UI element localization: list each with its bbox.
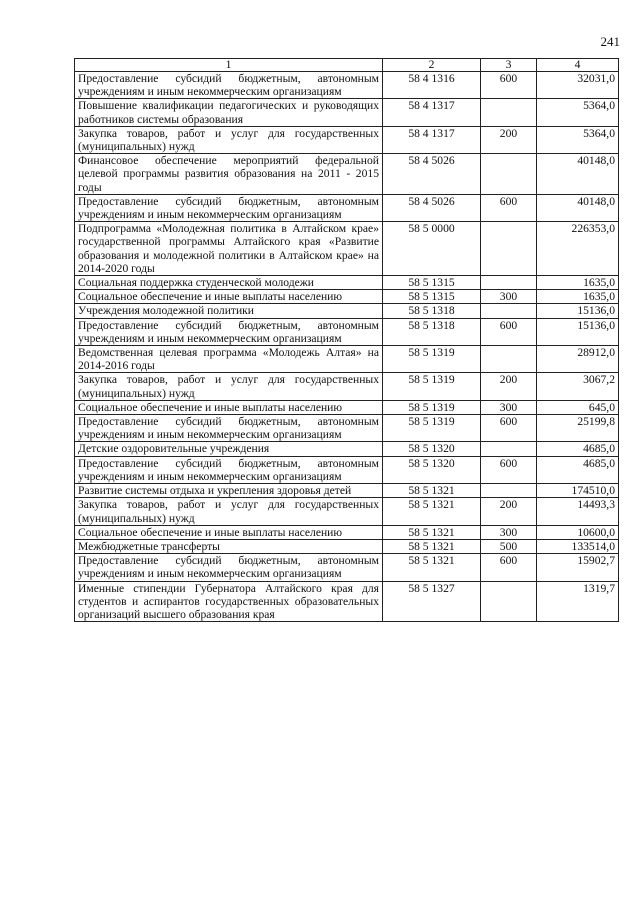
row-code-cell: 58 5 1319 [383,415,481,442]
row-code-cell: 58 4 5026 [383,194,481,221]
row-name-cell: Подпрограмма «Молодежная политика в Алтайском крае» государственной программы Алтайского края «Развитие образования и молодежной политики в Алтайском крае» на 2014-2020 годы [75,222,383,276]
table-row [75,276,619,290]
row-amount-cell: 15136,0 [537,304,619,318]
row-type-cell [481,304,537,318]
table-row [75,290,619,304]
row-name-cell: Повышение квалификации педагогических и руководящих работников системы образования [75,99,383,126]
row-type-cell: 600 [481,456,537,483]
row-amount-cell: 5364,0 [537,99,619,126]
row-code-cell: 58 5 1321 [383,498,481,525]
row-amount-cell: 4685,0 [537,442,619,456]
row-amount-cell: 1319,7 [537,581,619,622]
row-amount-cell: 40148,0 [537,194,619,221]
row-amount-cell: 10600,0 [537,525,619,539]
table-row [75,456,619,483]
row-amount-cell: 133514,0 [537,539,619,553]
row-type-cell [481,222,537,276]
table-row [75,373,619,400]
table-row [75,318,619,345]
row-amount-cell: 5364,0 [537,126,619,153]
row-type-cell: 600 [481,72,537,99]
budget-table [74,58,619,622]
row-code-cell: 58 5 1315 [383,290,481,304]
table-row [75,525,619,539]
table-row [75,415,619,442]
row-code-cell: 58 4 5026 [383,154,481,195]
table-row [75,539,619,553]
row-amount-cell: 4685,0 [537,456,619,483]
row-amount-cell: 28912,0 [537,346,619,373]
row-code-cell: 58 4 1317 [383,99,481,126]
row-code-cell: 58 5 1320 [383,442,481,456]
row-amount-cell: 15136,0 [537,318,619,345]
row-name-cell: Предоставление субсидий бюджетным, автономным учреждениям и иным некоммерческим организациям [75,318,383,345]
table-row [75,581,619,622]
row-code-cell: 58 5 1321 [383,554,481,581]
row-name-cell: Предоставление субсидий бюджетным, автономным учреждениям и иным некоммерческим организациям [75,415,383,442]
row-amount-cell: 226353,0 [537,222,619,276]
row-amount-cell: 40148,0 [537,154,619,195]
row-amount-cell: 1635,0 [537,290,619,304]
row-name-cell: Развитие системы отдыха и укрепления здоровья детей [75,484,383,498]
row-type-cell: 600 [481,415,537,442]
row-code-cell: 58 5 1319 [383,346,481,373]
row-name-cell: Предоставление субсидий бюджетным, автономным учреждениям и иным некоммерческим организациям [75,456,383,483]
row-name-cell: Закупка товаров, работ и услуг для государственных (муниципальных) нужд [75,498,383,525]
row-code-cell: 58 5 1319 [383,400,481,414]
table-row [75,442,619,456]
table-row [75,99,619,126]
row-name-cell: Закупка товаров, работ и услуг для государственных (муниципальных) нужд [75,126,383,153]
row-type-cell: 200 [481,126,537,153]
row-name-cell: Детские оздоровительные учреждения [75,442,383,456]
row-name-cell: Финансовое обеспечение мероприятий федеральной целевой программы развития образования на 2011 - 2015 годы [75,154,383,195]
table-header-row [75,59,619,72]
row-amount-cell: 645,0 [537,400,619,414]
row-amount-cell: 1635,0 [537,276,619,290]
row-code-cell: 58 5 1327 [383,581,481,622]
row-type-cell: 600 [481,318,537,345]
row-name-cell: Социальное обеспечение и иные выплаты населению [75,525,383,539]
row-code-cell: 58 5 1321 [383,539,481,553]
row-type-cell [481,154,537,195]
row-type-cell: 600 [481,554,537,581]
column-header-type: 3 [481,59,537,72]
row-type-cell [481,99,537,126]
row-code-cell: 58 5 1318 [383,304,481,318]
row-type-cell [481,484,537,498]
row-code-cell: 58 5 1321 [383,484,481,498]
row-type-cell: 600 [481,194,537,221]
row-code-cell: 58 4 1316 [383,72,481,99]
column-header-code: 2 [383,59,481,72]
row-amount-cell: 174510,0 [537,484,619,498]
row-code-cell: 58 5 1320 [383,456,481,483]
row-name-cell: Предоставление субсидий бюджетным, автономным учреждениям и иным некоммерческим организациям [75,194,383,221]
row-type-cell [481,346,537,373]
row-amount-cell: 32031,0 [537,72,619,99]
table-row [75,400,619,414]
page-number: 241 [600,34,620,49]
row-amount-cell: 15902,7 [537,554,619,581]
column-header-name: 1 [75,59,383,72]
row-code-cell: 58 5 1319 [383,373,481,400]
row-code-cell: 58 4 1317 [383,126,481,153]
row-name-cell: Социальное обеспечение и иные выплаты населению [75,400,383,414]
row-name-cell: Закупка товаров, работ и услуг для государственных (муниципальных) нужд [75,373,383,400]
row-amount-cell: 3067,2 [537,373,619,400]
row-name-cell: Учреждения молодежной политики [75,304,383,318]
row-type-cell: 300 [481,525,537,539]
table-row [75,346,619,373]
row-code-cell: 58 5 1321 [383,525,481,539]
table-row [75,126,619,153]
row-type-cell: 200 [481,373,537,400]
row-name-cell: Предоставление субсидий бюджетным, автономным учреждениям и иным некоммерческим организациям [75,72,383,99]
table-row [75,484,619,498]
row-type-cell: 500 [481,539,537,553]
table-row [75,194,619,221]
row-name-cell: Предоставление субсидий бюджетным, автономным учреждениям и иным некоммерческим организациям [75,554,383,581]
row-type-cell [481,276,537,290]
row-amount-cell: 14493,3 [537,498,619,525]
row-name-cell: Ведомственная целевая программа «Молодежь Алтая» на 2014-2016 годы [75,346,383,373]
row-name-cell: Именные стипендии Губернатора Алтайского края для студентов и аспирантов государственных образовательных организаций высшего образования края [75,581,383,622]
row-code-cell: 58 5 1318 [383,318,481,345]
table-row [75,154,619,195]
row-type-cell: 300 [481,400,537,414]
row-amount-cell: 25199,8 [537,415,619,442]
table-row [75,222,619,276]
row-type-cell [481,581,537,622]
row-name-cell: Межбюджетные трансферты [75,539,383,553]
row-type-cell [481,442,537,456]
row-type-cell: 200 [481,498,537,525]
column-header-amount: 4 [537,59,619,72]
table-row [75,554,619,581]
table-row [75,72,619,99]
row-code-cell: 58 5 1315 [383,276,481,290]
table-row [75,304,619,318]
row-type-cell: 300 [481,290,537,304]
row-name-cell: Социальное обеспечение и иные выплаты населению [75,290,383,304]
row-code-cell: 58 5 0000 [383,222,481,276]
table-row [75,498,619,525]
row-name-cell: Социальная поддержка студенческой молодежи [75,276,383,290]
